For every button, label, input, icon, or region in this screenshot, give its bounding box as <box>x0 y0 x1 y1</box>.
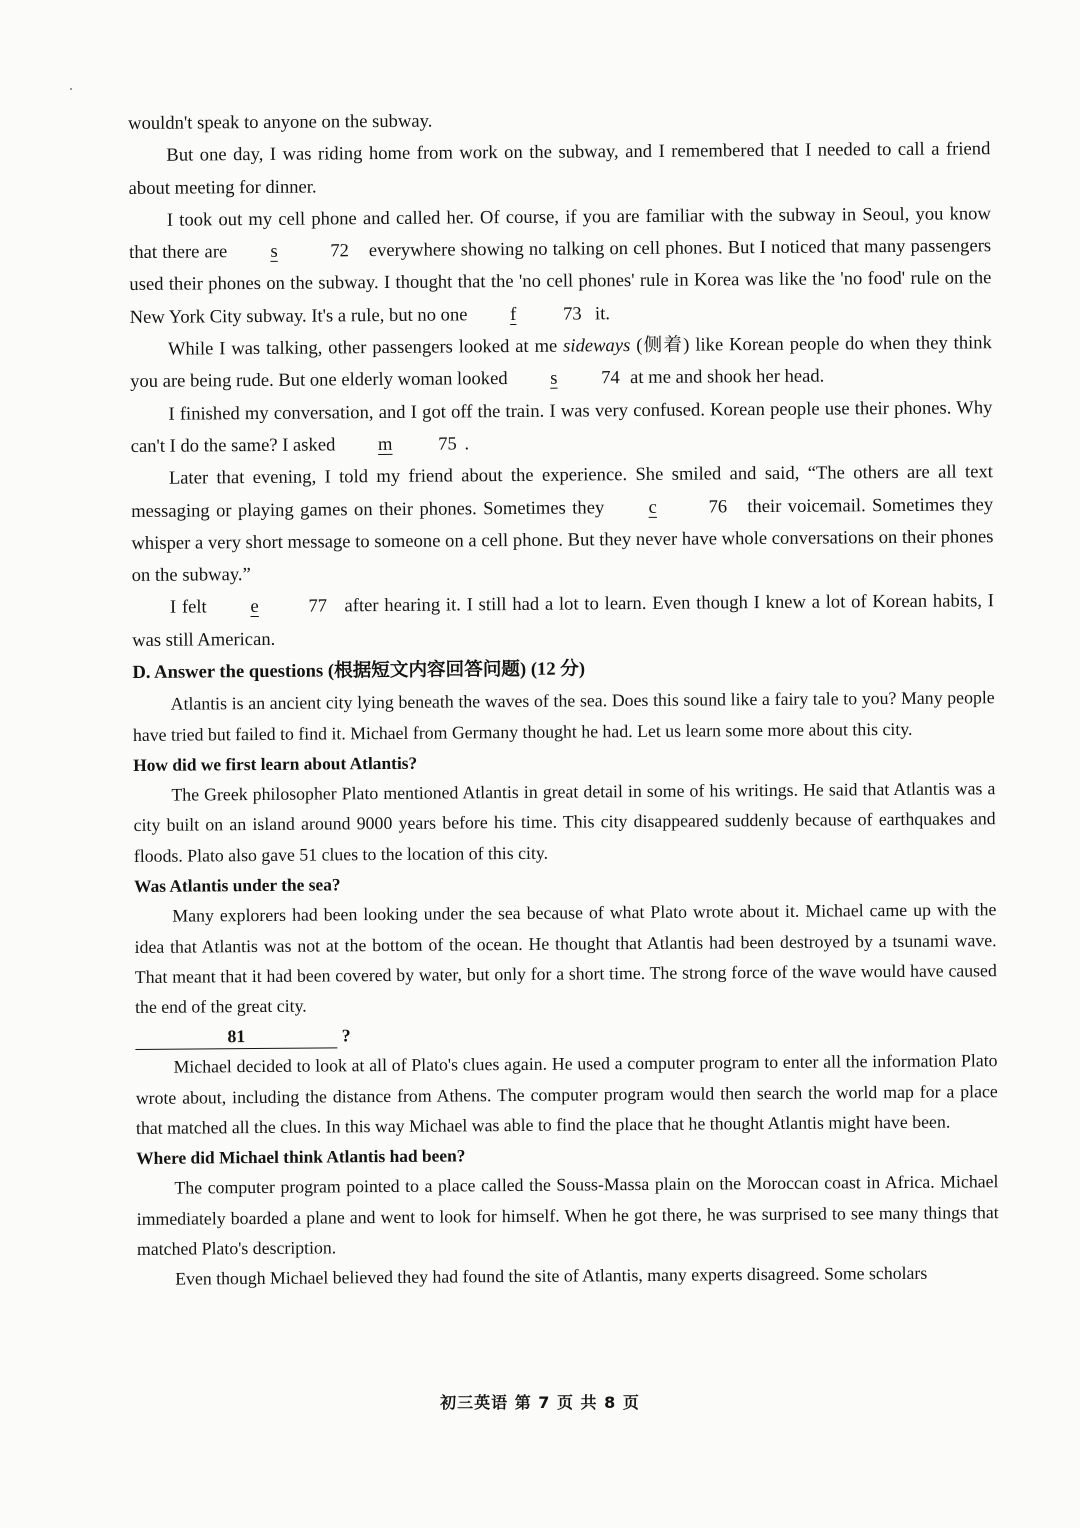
text-run: like Korean people do when they think you are being rude. But one elderly woman looked <box>130 332 992 393</box>
passage-c-paragraph-3 <box>130 327 992 398</box>
passage-c-paragraph-6 <box>132 586 994 657</box>
text-run: I felt <box>169 596 213 619</box>
section-d-body <box>133 683 1000 1295</box>
blank-letter: s <box>550 368 558 390</box>
section-d-paragraph-1: The Greek philosopher Plato mentioned Atlantis in great detail in some of his writings. He said that Atlantis was a city built on an island around 9000 years before his time. This city disappeared suddenly because of earthquakes and floods. Plato also gave 51 clues to the location of this city. <box>133 778 996 866</box>
blank-number: 75 <box>438 433 457 455</box>
text-run: everywhere showing no talking on cell phones. But I noticed that many passengers used their phones on the subway. I thought that the 'no cell phones' rule in Korea was like the 'no food' rule on the New York City subway. It's a rule, but no one <box>129 235 992 328</box>
section-d-paragraph-3: Michael decided to look at all of Plato's clues again. He used a computer program to enter all the information Plato wrote about, including the distance from Athens. The computer program would then search the world map for a place that matched all the clues. In this way Michael was able to find the place that he thought Atlantis might have been. <box>135 1050 998 1138</box>
blank-77[interactable] <box>212 591 339 624</box>
text-run: I took out my cell phone and called her. Of course, if you are familiar with the subway in Seoul, you know that there are <box>129 203 991 264</box>
passage-c-paragraph-2 <box>129 198 992 334</box>
blank-73[interactable] <box>472 298 590 331</box>
passage-c-line-0: wouldn't speak to anyone on the subway. <box>128 110 433 134</box>
blank-number: 77 <box>308 595 328 618</box>
passage-c-paragraph-5 <box>131 456 994 592</box>
chinese-gloss: (侧着) <box>630 334 696 357</box>
section-d-intro: Atlantis is an ancient city lying beneath the waves of the sea. Does this sound like a fairy tale to you? Many people have tried but failed to find it. Michael from Germany thought he had. Let us learn some more about this city. <box>132 687 995 745</box>
text-run: While I was talking, other passengers looked at me <box>167 335 564 360</box>
question-mark: ? <box>341 1025 351 1046</box>
section-d-paragraph-5: Even though Michael believed they had found the site of Atlantis, many experts disagreed. Some scholars <box>175 1262 928 1289</box>
italic-word: sideways <box>563 335 631 357</box>
passage-c-paragraph-4 <box>130 392 992 463</box>
subheading-where: Where did Michael think Atlantis had been? <box>136 1145 466 1168</box>
page-footer: 初三英语 第 7 页 共 8 页 <box>440 1393 640 1412</box>
passage-c-paragraph-1: But one day, I was riding home from work on the subway, and I remembered that I needed to call a friend about meeting for dinner. <box>128 138 991 199</box>
text-run: . <box>464 433 470 455</box>
blank-72[interactable] <box>232 235 363 268</box>
blank-letter: e <box>250 596 259 618</box>
blank-letter: m <box>377 433 393 456</box>
text-run: at me and shook her head. <box>625 365 825 389</box>
question-81-blank[interactable]: 81 <box>135 1024 337 1051</box>
blank-letter: s <box>270 241 278 263</box>
section-d-paragraph-4: The computer program pointed to a place called the Souss-Massa plain on the Moroccan coast in Africa. Michael immediately boarded a plane and went to look for himself. When he got there, he was surprised to see many things that matched Plato's description. <box>136 1171 999 1259</box>
blank-74[interactable] <box>512 362 626 395</box>
page-content <box>128 101 999 1294</box>
blank-75[interactable] <box>340 428 465 461</box>
section-d-paragraph-2: Many explorers had been looking under the sea because of what Plato wrote about it. Michael came up with the idea that Atlantis was not at the bottom of the ocean. He thought that Atlantis had been destroyed by a tsunami wave. That meant that it had been covered by water, but only for a short time. The strong force of the wave would have caused the end of the great city. <box>134 899 997 1017</box>
section-d-heading: D. Answer the questions (根据短文内容回答问题) (12 分) <box>132 658 586 684</box>
text-run: their voicemail. Sometimes they whisper a very short message to someone on a cell phone. But they never have whole conversations on their phones on the subway.” <box>131 493 994 587</box>
text-run: I finished my conversation, and I got off the train. I was very confused. Korean people use their phones. Why can't I do the same? I asked <box>130 396 993 457</box>
subheading-how-learn: How did we first learn about Atlantis? <box>133 752 418 775</box>
scan-speck <box>70 88 72 90</box>
subheading-under-sea: Was Atlantis under the sea? <box>134 874 341 896</box>
blank-number: 72 <box>330 240 350 262</box>
blank-76[interactable] <box>610 491 741 524</box>
blank-letter: c <box>648 496 657 518</box>
text-run: it. <box>590 303 611 325</box>
blank-letter: f <box>510 303 517 325</box>
blank-number: 74 <box>601 367 620 389</box>
text-run: Later that evening, I told my friend about the experience. She smiled and said, “The others are all text messaging or playing games on their phones. Sometimes they <box>131 461 993 522</box>
blank-number: 76 <box>708 495 728 518</box>
text-run: after hearing it. I still had a lot to learn. Even though I knew a lot of Korean habits, I was still American. <box>132 590 994 651</box>
blank-number: 73 <box>562 303 582 325</box>
